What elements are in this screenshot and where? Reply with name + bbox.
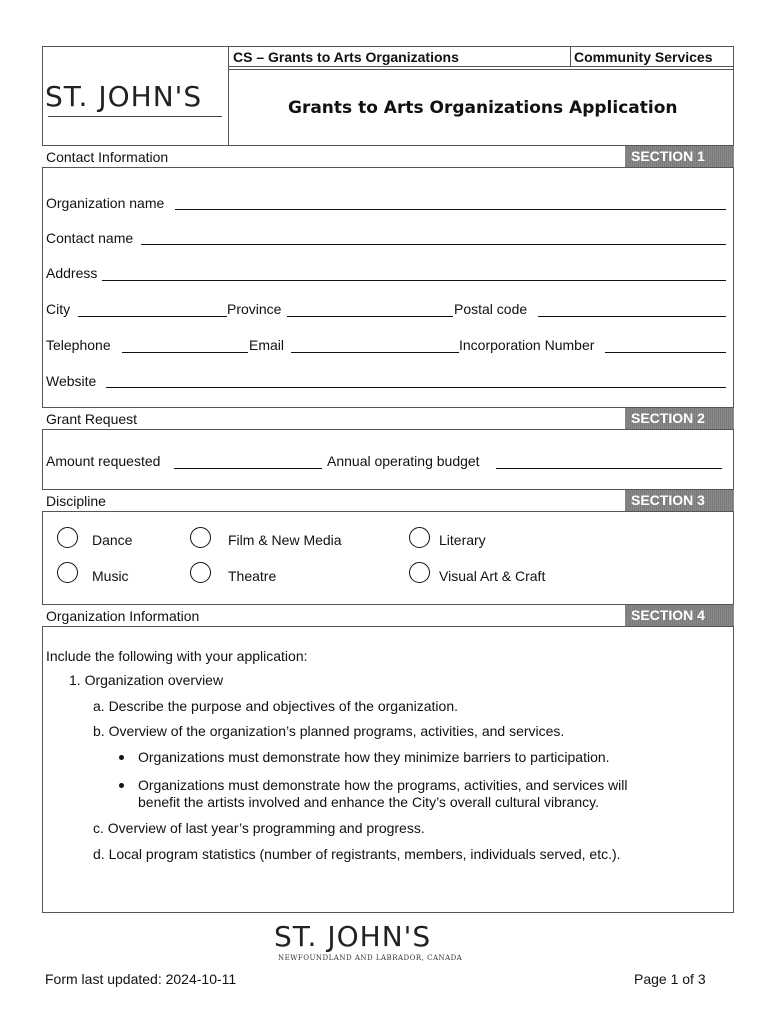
section-1-bar bbox=[42, 145, 734, 168]
section-3-tag: SECTION 3 bbox=[625, 490, 734, 511]
org-info-item-c: c. Overview of last year’s programming and progress. bbox=[93, 820, 425, 836]
telephone-field[interactable] bbox=[122, 352, 248, 353]
form-updated-date: Form last updated: 2024-10-11 bbox=[45, 971, 237, 987]
section-4-bar bbox=[42, 604, 734, 627]
radio-film-label: Film & New Media bbox=[228, 532, 342, 548]
org-info-item-b: b. Overview of the organization’s planned programs, activities, and services. bbox=[93, 723, 565, 739]
org-info-item-1: 1. Organization overview bbox=[69, 672, 224, 688]
page-title: Grants to Arts Organizations Application bbox=[288, 98, 678, 118]
city-logo: ST. JOHN'S bbox=[45, 80, 203, 113]
radio-visual-art[interactable] bbox=[409, 562, 430, 583]
email-label: Email bbox=[249, 337, 285, 353]
province-label: Province bbox=[227, 301, 282, 317]
section-2-tag: SECTION 2 bbox=[625, 408, 734, 429]
org-info-bullet-2a: Organizations must demonstrate how the programs, activities, and services will bbox=[138, 777, 628, 793]
footer-logo: ST. JOHN'S bbox=[274, 920, 432, 953]
org-info-intro: Include the following with your application: bbox=[46, 648, 308, 664]
amount-requested-field[interactable] bbox=[174, 468, 322, 469]
org-name-field[interactable] bbox=[175, 209, 726, 210]
header-divider bbox=[228, 46, 229, 145]
province-field[interactable] bbox=[287, 316, 453, 317]
website-label: Website bbox=[46, 373, 97, 389]
operating-budget-label: Annual operating budget bbox=[327, 453, 480, 469]
footer-logo-subtitle: NEWFOUNDLAND AND LABRADOR, CANADA bbox=[278, 954, 463, 962]
address-field[interactable] bbox=[102, 280, 726, 281]
bullet-icon bbox=[119, 755, 124, 760]
section-2-label: Grant Request bbox=[46, 411, 138, 427]
radio-dance-label: Dance bbox=[92, 532, 133, 548]
radio-dance[interactable] bbox=[57, 527, 78, 548]
org-info-bullet-1: Organizations must demonstrate how they minimize barriers to participation. bbox=[138, 749, 610, 765]
org-info-item-d: d. Local program statistics (number of registrants, members, individuals served, etc.). bbox=[93, 846, 621, 862]
contact-name-field[interactable] bbox=[141, 244, 726, 245]
radio-music[interactable] bbox=[57, 562, 78, 583]
incorporation-label: Incorporation Number bbox=[459, 337, 595, 353]
city-field[interactable] bbox=[78, 316, 227, 317]
radio-visual-art-label: Visual Art & Craft bbox=[439, 568, 546, 584]
radio-theatre[interactable] bbox=[190, 562, 211, 583]
page-number: Page 1 of 3 bbox=[634, 971, 706, 987]
logo-underline bbox=[48, 116, 222, 117]
telephone-label: Telephone bbox=[46, 337, 111, 353]
department-name: Community Services bbox=[574, 49, 713, 65]
operating-budget-field[interactable] bbox=[496, 468, 722, 469]
address-label: Address bbox=[46, 265, 98, 281]
radio-literary-label: Literary bbox=[439, 532, 486, 548]
city-label: City bbox=[46, 301, 71, 317]
section-4-label: Organization Information bbox=[46, 608, 200, 624]
org-info-bullet-2b: benefit the artists involved and enhance the City’s overall cultural vibrancy. bbox=[138, 794, 599, 810]
section-1-label: Contact Information bbox=[46, 149, 169, 165]
postal-code-label: Postal code bbox=[454, 301, 528, 317]
header-rule-2 bbox=[228, 69, 734, 70]
website-field[interactable] bbox=[106, 387, 726, 388]
section-1-tag: SECTION 1 bbox=[625, 146, 734, 167]
incorporation-field[interactable] bbox=[605, 352, 726, 353]
bullet-icon bbox=[119, 783, 124, 788]
radio-theatre-label: Theatre bbox=[228, 568, 277, 584]
org-info-item-a: a. Describe the purpose and objectives of the organization. bbox=[93, 698, 459, 714]
amount-requested-label: Amount requested bbox=[46, 453, 161, 469]
radio-film-new-media[interactable] bbox=[190, 527, 211, 548]
org-name-label: Organization name bbox=[46, 195, 165, 211]
section-2-bar bbox=[42, 407, 734, 430]
section-4-tag: SECTION 4 bbox=[625, 605, 734, 626]
email-field[interactable] bbox=[291, 352, 459, 353]
postal-code-field[interactable] bbox=[538, 316, 726, 317]
radio-literary[interactable] bbox=[409, 527, 430, 548]
section-3-label: Discipline bbox=[46, 493, 106, 509]
radio-music-label: Music bbox=[92, 568, 129, 584]
form-code: CS – Grants to Arts Organizations bbox=[233, 49, 459, 65]
section-3-bar bbox=[42, 489, 734, 512]
contact-name-label: Contact name bbox=[46, 230, 134, 246]
